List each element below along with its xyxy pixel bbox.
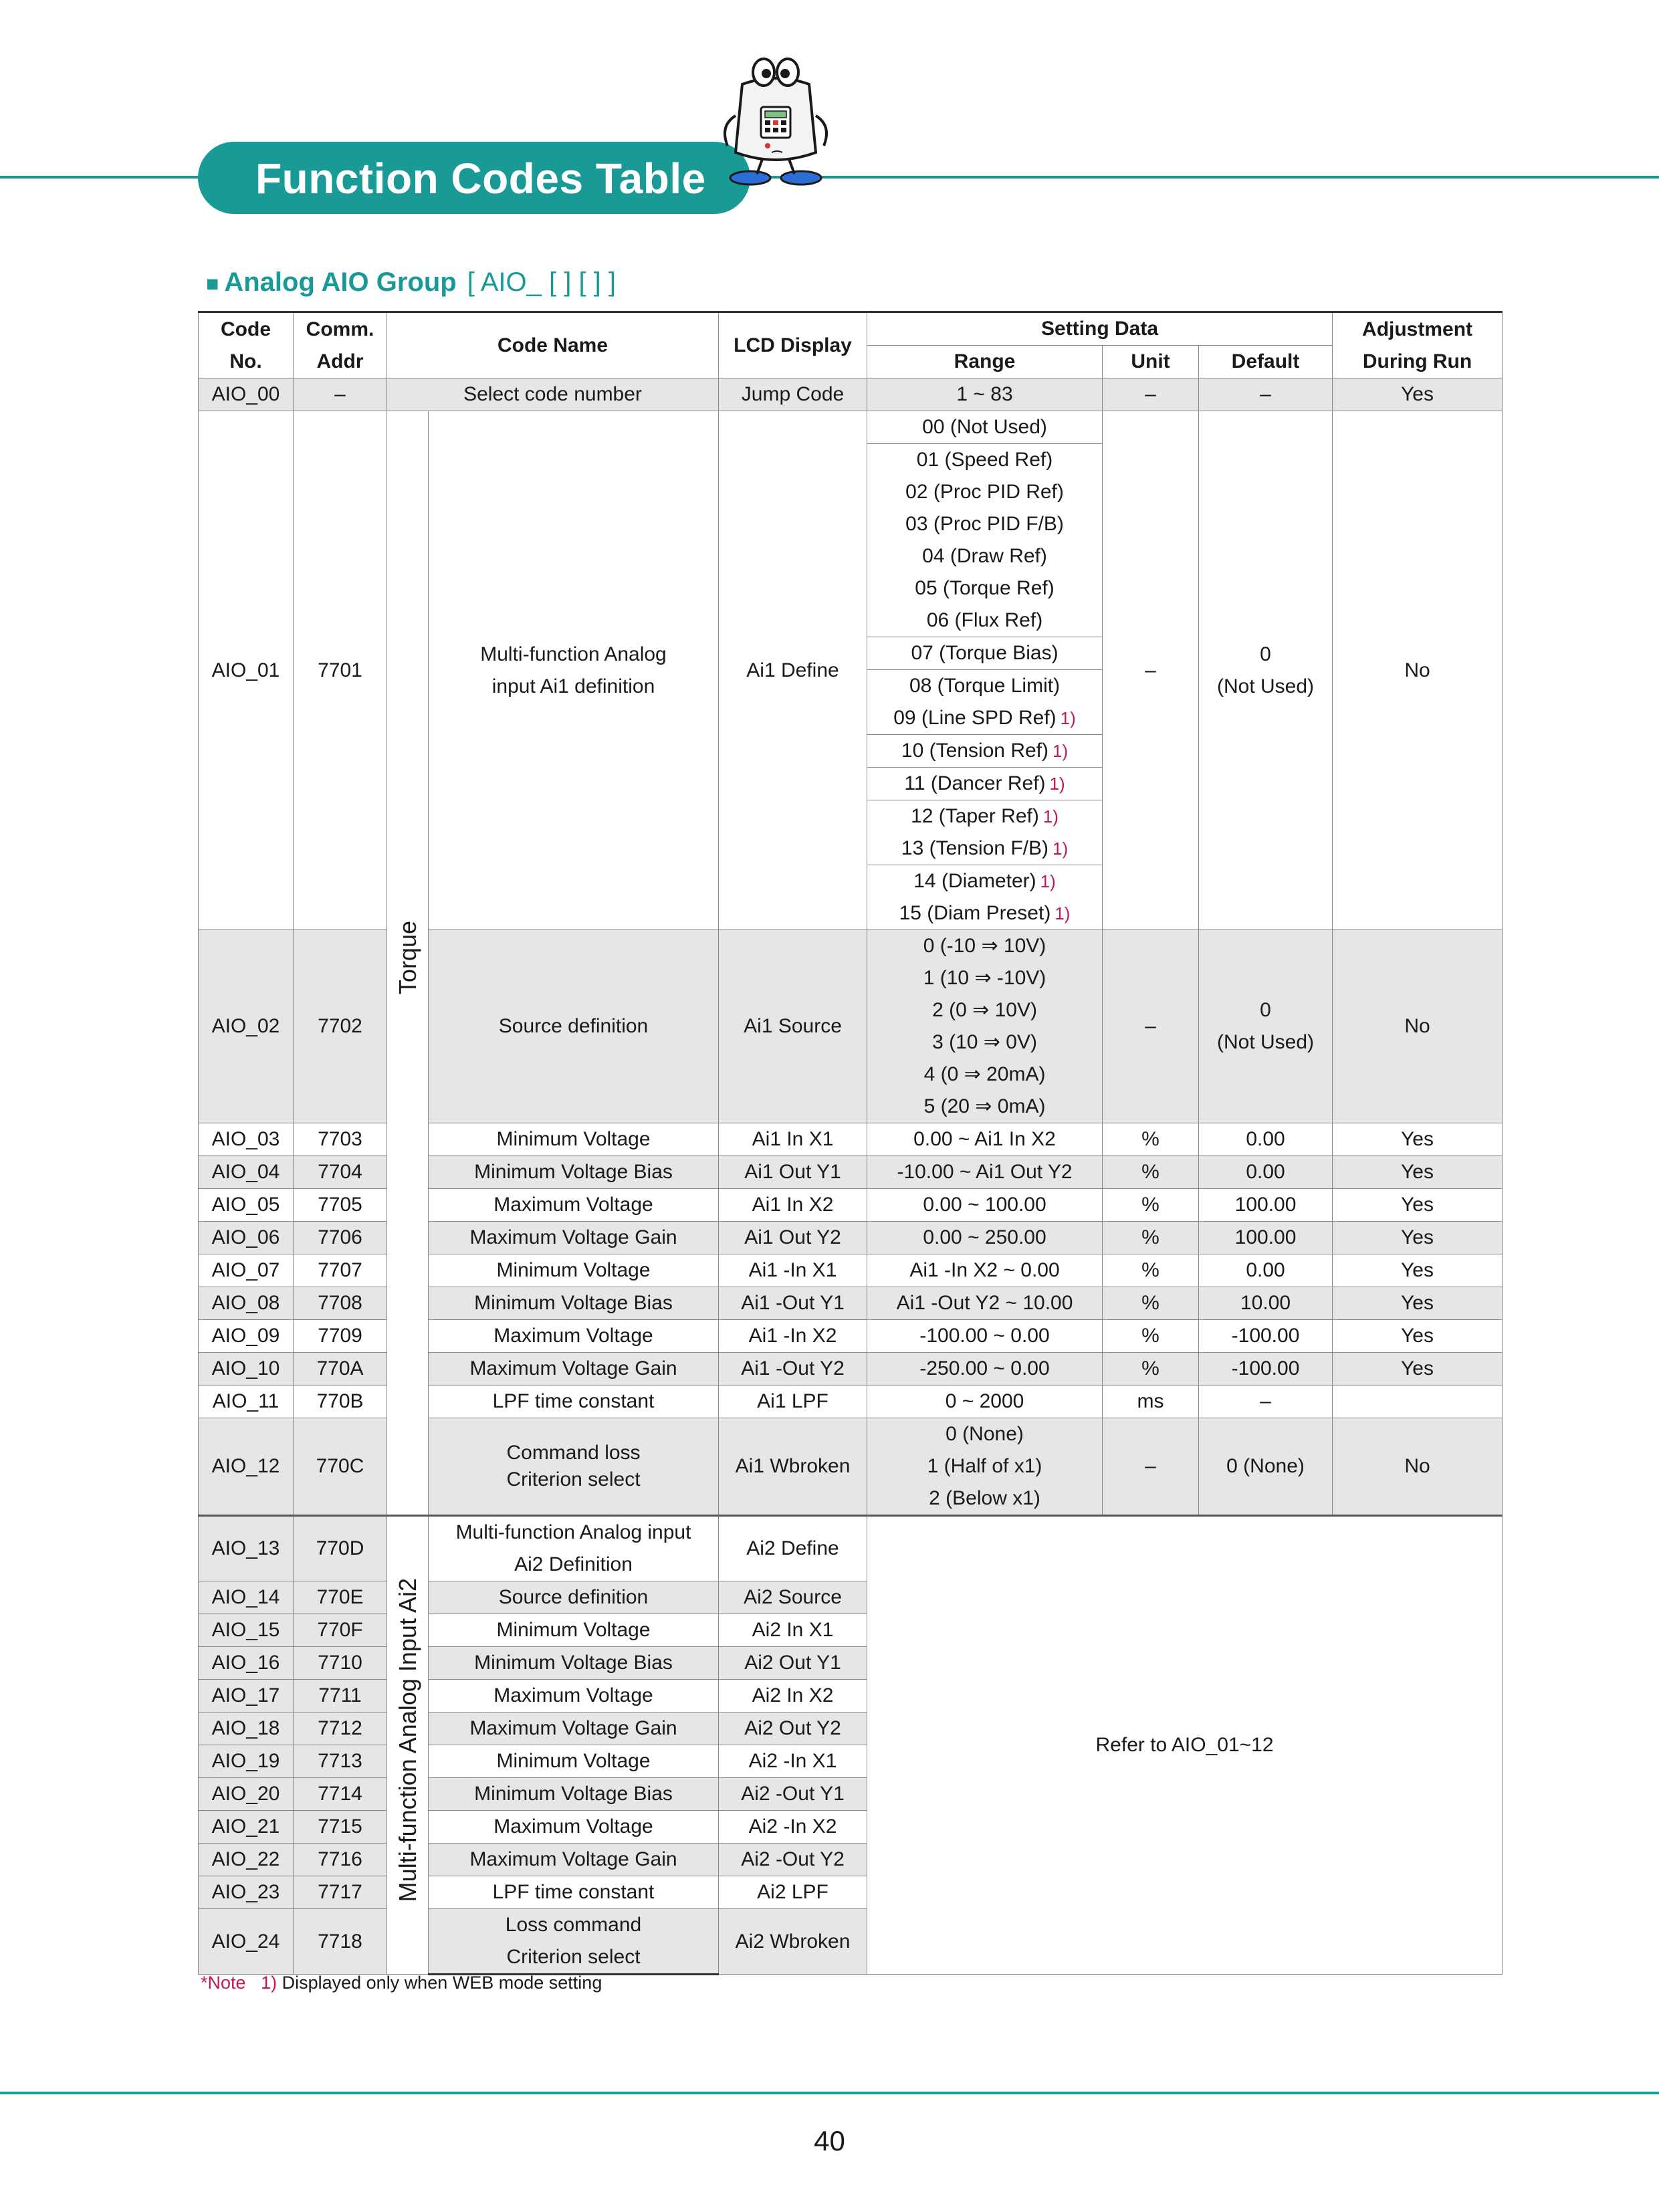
- unit-cell: –: [1103, 378, 1199, 411]
- note-marker: 1): [1060, 708, 1076, 728]
- default-cell: 100.00: [1199, 1189, 1333, 1222]
- lcd-cell: Ai1 Out Y2: [719, 1222, 867, 1254]
- unit-cell: %: [1103, 1320, 1199, 1353]
- note-text: Displayed only when WEB mode setting: [282, 1973, 602, 1993]
- range-cell: 08 (Torque Limit): [867, 670, 1103, 703]
- range-cell: 05 (Torque Ref): [867, 572, 1103, 604]
- range-cell: Ai1 -Out Y2 ~ 10.00: [867, 1287, 1103, 1320]
- addr-cell: –: [294, 378, 387, 411]
- addr-cell: 7714: [294, 1778, 387, 1811]
- name-cell: Select code number: [387, 378, 719, 411]
- addr-cell: 7713: [294, 1745, 387, 1778]
- name-cell: Maximum Voltage Gain: [429, 1712, 719, 1745]
- code-cell: AIO_13: [199, 1516, 294, 1581]
- unit-cell: %: [1103, 1254, 1199, 1287]
- group-label-ai2: [387, 1516, 429, 1975]
- adj-cell: [1333, 1386, 1503, 1418]
- unit-cell: –: [1103, 411, 1199, 930]
- lcd-cell: Ai1 Source: [719, 930, 867, 1123]
- note-marker: 1): [1040, 871, 1056, 891]
- addr-cell: 7716: [294, 1844, 387, 1876]
- default-cell: -100.00: [1199, 1320, 1333, 1353]
- unit-cell: –: [1103, 930, 1199, 1123]
- addr-cell: 7710: [294, 1647, 387, 1680]
- name-cell: Maximum Voltage Gain: [429, 1844, 719, 1876]
- range-cell: 1 (10 ⇒ -10V): [867, 962, 1103, 994]
- code-cell: AIO_00: [199, 378, 294, 411]
- name-cell: Minimum Voltage Bias: [429, 1156, 719, 1189]
- name-cell: Maximum Voltage: [429, 1811, 719, 1844]
- note-marker: 1): [1055, 903, 1071, 923]
- range-cell: 09 (Line SPD Ref) 1): [867, 702, 1103, 735]
- section-title: [206, 267, 616, 298]
- unit-cell: %: [1103, 1353, 1199, 1386]
- addr-cell: 770C: [294, 1418, 387, 1516]
- code-cell: AIO_19: [199, 1745, 294, 1778]
- range-cell: -250.00 ~ 0.00: [867, 1353, 1103, 1386]
- lcd-cell: Ai1 Out Y1: [719, 1156, 867, 1189]
- col-default: Default: [1199, 346, 1333, 378]
- note-marker: 1): [1053, 839, 1069, 859]
- code-cell: AIO_06: [199, 1222, 294, 1254]
- default-cell: 0.00: [1199, 1254, 1333, 1287]
- code-cell: AIO_10: [199, 1353, 294, 1386]
- group-ai2-text: Multi-function Analog Input Ai2: [393, 1578, 421, 1902]
- note-marker: 1): [1049, 774, 1065, 794]
- range-cell: 0 (None): [867, 1418, 1103, 1451]
- name-cell: Multi-function Analog input: [429, 1516, 719, 1549]
- code-cell: AIO_09: [199, 1320, 294, 1353]
- code-cell: AIO_16: [199, 1647, 294, 1680]
- code-cell: AIO_12: [199, 1418, 294, 1516]
- name-cell: Maximum Voltage Gain: [429, 1353, 719, 1386]
- addr-cell: 7712: [294, 1712, 387, 1745]
- range-cell: 10 (Tension Ref) 1): [867, 735, 1103, 768]
- mascot-inverter-icon: [715, 52, 836, 186]
- title-tab: [198, 142, 750, 214]
- range-cell: 02 (Proc PID Ref): [867, 476, 1103, 508]
- name-cell: Command loss Criterion select: [429, 1418, 719, 1516]
- range-cell: 0.00 ~ Ai1 In X2: [867, 1123, 1103, 1156]
- default-cell: 0.00: [1199, 1156, 1333, 1189]
- range-cell: 06 (Flux Ref): [867, 604, 1103, 637]
- addr-cell: 7717: [294, 1876, 387, 1909]
- lcd-cell: Ai1 -Out Y2: [719, 1353, 867, 1386]
- range-cell: -10.00 ~ Ai1 Out Y2: [867, 1156, 1103, 1189]
- name-cell: Multi-function Analog input Ai1 definition: [429, 411, 719, 930]
- adj-cell: Yes: [1333, 1189, 1503, 1222]
- note-marker: 1): [1053, 741, 1069, 761]
- lcd-cell: Ai2 -Out Y1: [719, 1778, 867, 1811]
- lcd-cell: Ai2 Wbroken: [719, 1909, 867, 1975]
- range-cell: 15 (Diam Preset) 1): [867, 897, 1103, 930]
- addr-cell: 770E: [294, 1581, 387, 1614]
- default-cell: -100.00: [1199, 1353, 1333, 1386]
- code-cell: AIO_15: [199, 1614, 294, 1647]
- adj-cell: Yes: [1333, 1222, 1503, 1254]
- range-cell: 13 (Tension F/B) 1): [867, 833, 1103, 865]
- adj-cell: No: [1333, 930, 1503, 1123]
- code-cell: AIO_04: [199, 1156, 294, 1189]
- section-bullet: ■: [206, 271, 219, 296]
- default-cell: –: [1199, 1386, 1333, 1418]
- addr-cell: 7703: [294, 1123, 387, 1156]
- addr-cell: 7707: [294, 1254, 387, 1287]
- addr-cell: 7709: [294, 1320, 387, 1353]
- addr-cell: 7711: [294, 1680, 387, 1712]
- addr-cell: 770A: [294, 1353, 387, 1386]
- lcd-cell: Ai1 -Out Y1: [719, 1287, 867, 1320]
- addr-cell: 7704: [294, 1156, 387, 1189]
- range-cell: 07 (Torque Bias): [867, 637, 1103, 670]
- note-label: *Note: [201, 1973, 246, 1993]
- addr-cell: 7705: [294, 1189, 387, 1222]
- code-cell: AIO_01: [199, 411, 294, 930]
- lcd-cell: Ai1 -In X2: [719, 1320, 867, 1353]
- unit-cell: %: [1103, 1189, 1199, 1222]
- lcd-cell: Ai1 Wbroken: [719, 1418, 867, 1516]
- section-name: Analog AIO Group: [224, 267, 457, 297]
- col-comm-addr: Comm. Addr: [294, 312, 387, 378]
- range-cell: 12 (Taper Ref) 1): [867, 800, 1103, 833]
- adj-cell: No: [1333, 411, 1503, 930]
- adj-cell: Yes: [1333, 378, 1503, 411]
- lcd-cell: Ai1 -In X1: [719, 1254, 867, 1287]
- col-lcd-display: LCD Display: [719, 312, 867, 378]
- default-cell: 0 (None): [1199, 1418, 1333, 1516]
- default-cell: –: [1199, 378, 1333, 411]
- adj-cell: Yes: [1333, 1353, 1503, 1386]
- code-cell: AIO_03: [199, 1123, 294, 1156]
- page-number: 40: [814, 2125, 845, 2156]
- addr-cell: 7706: [294, 1222, 387, 1254]
- lcd-cell: Ai2 Source: [719, 1581, 867, 1614]
- adj-cell: Yes: [1333, 1156, 1503, 1189]
- name-cell: Minimum Voltage Bias: [429, 1778, 719, 1811]
- code-cell: AIO_22: [199, 1844, 294, 1876]
- code-cell: AIO_18: [199, 1712, 294, 1745]
- note-marker: 1): [1042, 806, 1059, 826]
- adj-cell: Yes: [1333, 1123, 1503, 1156]
- name-cell: Maximum Voltage: [429, 1189, 719, 1222]
- refer-cell: Refer to AIO_01~12: [867, 1516, 1503, 1975]
- table-row: [199, 1516, 1503, 1549]
- code-cell: AIO_14: [199, 1581, 294, 1614]
- range-cell: 2 (0 ⇒ 10V): [867, 994, 1103, 1026]
- range-cell: 0 (-10 ⇒ 10V): [867, 930, 1103, 963]
- col-range: Range: [867, 346, 1103, 378]
- code-cell: AIO_05: [199, 1189, 294, 1222]
- default-cell: 0.00: [1199, 1123, 1333, 1156]
- footer-rule: [0, 2092, 1659, 2094]
- lcd-cell: Ai2 In X2: [719, 1680, 867, 1712]
- page-title: Function Codes Table: [255, 154, 706, 203]
- name-cell: Minimum Voltage Bias: [429, 1647, 719, 1680]
- addr-cell: 7701: [294, 411, 387, 930]
- lcd-cell: Ai2 In X1: [719, 1614, 867, 1647]
- name-cell: Minimum Voltage: [429, 1254, 719, 1287]
- code-cell: AIO_20: [199, 1778, 294, 1811]
- name-cell: LPF time constant: [429, 1876, 719, 1909]
- default-cell: 0 (Not Used): [1199, 411, 1333, 930]
- col-unit: Unit: [1103, 346, 1199, 378]
- col-code-name: Code Name: [387, 312, 719, 378]
- code-cell: AIO_02: [199, 930, 294, 1123]
- group-label-torque: [387, 411, 429, 1516]
- adj-cell: Yes: [1333, 1254, 1503, 1287]
- range-cell: 0.00 ~ 100.00: [867, 1189, 1103, 1222]
- name-cell: Maximum Voltage: [429, 1320, 719, 1353]
- range-cell: Ai1 -In X2 ~ 0.00: [867, 1254, 1103, 1287]
- range-cell: 4 (0 ⇒ 20mA): [867, 1059, 1103, 1091]
- range-cell: 00 (Not Used): [867, 411, 1103, 444]
- unit-cell: –: [1103, 1418, 1199, 1516]
- footnote: [201, 1973, 602, 1993]
- default-cell: 100.00: [1199, 1222, 1333, 1254]
- note-number: 1): [261, 1973, 278, 1993]
- range-cell: 0.00 ~ 250.00: [867, 1222, 1103, 1254]
- addr-cell: 770F: [294, 1614, 387, 1647]
- addr-cell: 7708: [294, 1287, 387, 1320]
- unit-cell: %: [1103, 1123, 1199, 1156]
- lcd-cell: Ai1 Define: [719, 411, 867, 930]
- lcd-cell: Ai2 -In X2: [719, 1811, 867, 1844]
- lcd-cell: Ai1 LPF: [719, 1386, 867, 1418]
- section-code: [ AIO_ [ ] [ ] ]: [467, 267, 617, 297]
- range-cell: 04 (Draw Ref): [867, 540, 1103, 572]
- unit-cell: %: [1103, 1156, 1199, 1189]
- name-cell: Minimum Voltage: [429, 1123, 719, 1156]
- table-row: [199, 411, 1503, 444]
- function-codes-table: [198, 311, 1503, 1975]
- range-cell: 1 ~ 83: [867, 378, 1103, 411]
- default-cell: 0 (Not Used): [1199, 930, 1333, 1123]
- range-cell: 2 (Below x1): [867, 1482, 1103, 1516]
- addr-cell: 770D: [294, 1516, 387, 1581]
- name-cell: Criterion select: [429, 1941, 719, 1975]
- lcd-cell: Ai1 In X2: [719, 1189, 867, 1222]
- col-code-no: Code No.: [199, 312, 294, 378]
- name-cell: Source definition: [429, 1581, 719, 1614]
- unit-cell: %: [1103, 1287, 1199, 1320]
- adj-cell: Yes: [1333, 1320, 1503, 1353]
- name-cell: Minimum Voltage: [429, 1745, 719, 1778]
- lcd-cell: Ai2 Define: [719, 1516, 867, 1581]
- code-cell: AIO_24: [199, 1909, 294, 1975]
- lcd-cell: Ai2 -In X1: [719, 1745, 867, 1778]
- table-row: [199, 378, 1503, 411]
- code-cell: AIO_11: [199, 1386, 294, 1418]
- default-cell: 10.00: [1199, 1287, 1333, 1320]
- addr-cell: 7718: [294, 1909, 387, 1975]
- adj-cell: No: [1333, 1418, 1503, 1516]
- code-cell: AIO_07: [199, 1254, 294, 1287]
- range-cell: 3 (10 ⇒ 0V): [867, 1026, 1103, 1059]
- code-cell: AIO_08: [199, 1287, 294, 1320]
- range-cell: 0 ~ 2000: [867, 1386, 1103, 1418]
- group-torque-text: Torque: [393, 921, 421, 995]
- unit-cell: ms: [1103, 1386, 1199, 1418]
- col-setting-data: Setting Data: [867, 312, 1333, 346]
- range-cell: 01 (Speed Ref): [867, 444, 1103, 477]
- header-row: [199, 312, 1503, 346]
- range-cell: 5 (20 ⇒ 0mA): [867, 1091, 1103, 1123]
- lcd-cell: Ai2 -Out Y2: [719, 1844, 867, 1876]
- range-cell: 03 (Proc PID F/B): [867, 508, 1103, 540]
- lcd-cell: Ai2 Out Y2: [719, 1712, 867, 1745]
- code-cell: AIO_17: [199, 1680, 294, 1712]
- addr-cell: 7715: [294, 1811, 387, 1844]
- range-cell: 11 (Dancer Ref) 1): [867, 768, 1103, 800]
- code-cell: AIO_23: [199, 1876, 294, 1909]
- name-cell: Maximum Voltage: [429, 1680, 719, 1712]
- col-adjustment: Adjustment During Run: [1333, 312, 1503, 378]
- range-cell: 1 (Half of x1): [867, 1450, 1103, 1482]
- range-cell: -100.00 ~ 0.00: [867, 1320, 1103, 1353]
- name-cell: Minimum Voltage: [429, 1614, 719, 1647]
- name-cell: Source definition: [429, 930, 719, 1123]
- lcd-cell: Jump Code: [719, 378, 867, 411]
- range-cell: 14 (Diameter) 1): [867, 865, 1103, 898]
- addr-cell: 7702: [294, 930, 387, 1123]
- addr-cell: 770B: [294, 1386, 387, 1418]
- name-cell: LPF time constant: [429, 1386, 719, 1418]
- code-cell: AIO_21: [199, 1811, 294, 1844]
- unit-cell: %: [1103, 1222, 1199, 1254]
- name-cell: Minimum Voltage Bias: [429, 1287, 719, 1320]
- name-cell: Ai2 Definition: [429, 1549, 719, 1581]
- adj-cell: Yes: [1333, 1287, 1503, 1320]
- name-cell: Maximum Voltage Gain: [429, 1222, 719, 1254]
- name-cell: Loss command: [429, 1909, 719, 1942]
- lcd-cell: Ai2 LPF: [719, 1876, 867, 1909]
- lcd-cell: Ai2 Out Y1: [719, 1647, 867, 1680]
- lcd-cell: Ai1 In X1: [719, 1123, 867, 1156]
